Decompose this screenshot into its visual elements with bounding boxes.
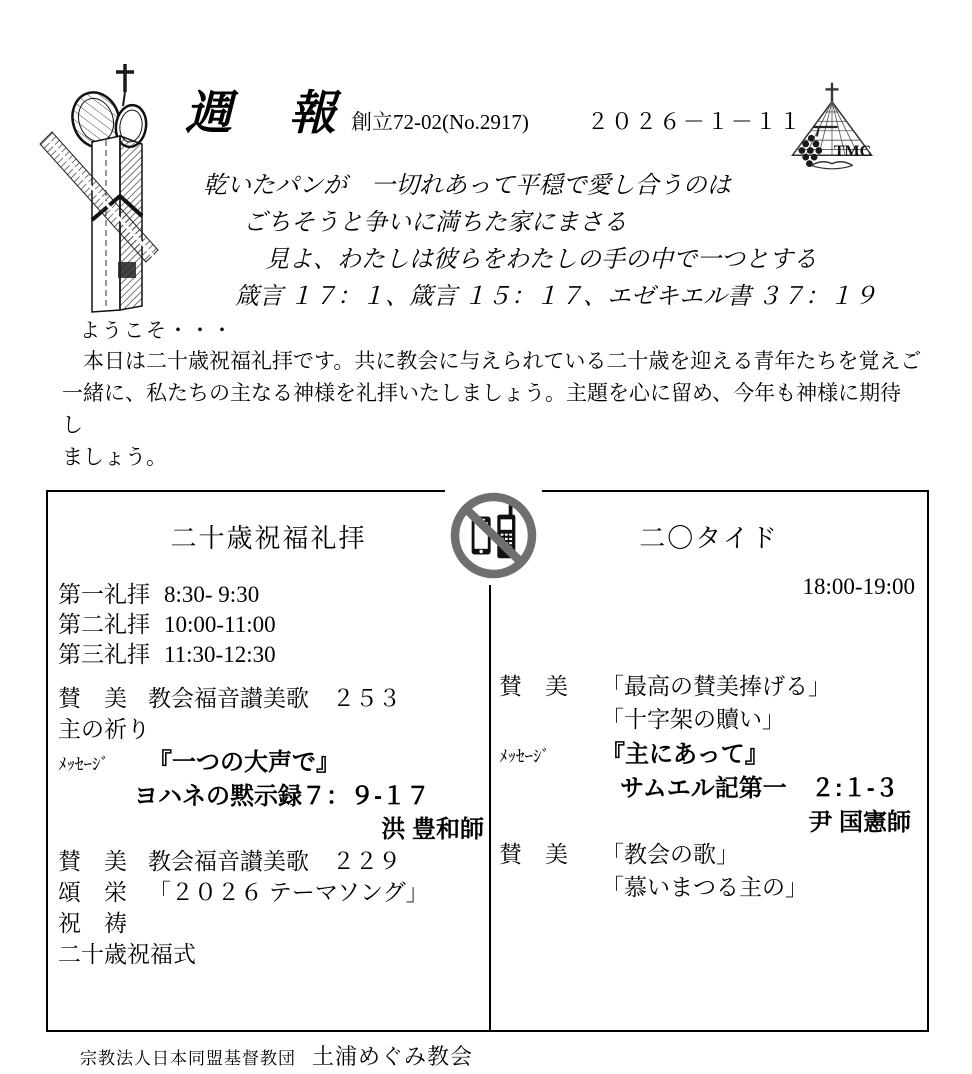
program-row bbox=[499, 836, 919, 869]
welcome-heading: ようこそ・・・ bbox=[80, 320, 234, 342]
service-time-row bbox=[58, 606, 276, 636]
tmc-church-logo-icon bbox=[785, 80, 879, 174]
welcome-paragraph bbox=[62, 346, 922, 474]
program-row bbox=[58, 680, 486, 711]
program-value: 「慕いまつる主の」 bbox=[601, 875, 808, 900]
program-value: 「最高の賛美捧げる」 bbox=[601, 674, 831, 699]
message-row bbox=[58, 742, 486, 776]
welcome-line: 本日は二十歳祝福礼拝です。共に教会に与えられている二十歳を迎える青年たちを覚えご bbox=[62, 350, 922, 373]
message-label: ﾒｯｾｰｼﾞ bbox=[499, 747, 550, 766]
scripture-line: 見よ、わたしは彼らをわたしの手の中で一つとする bbox=[265, 247, 817, 273]
program-row bbox=[58, 874, 486, 905]
program-label: 賛 美 bbox=[499, 674, 568, 699]
right-service-time: 18:00-19:00 bbox=[802, 574, 915, 599]
page-title: 週 報 bbox=[185, 88, 341, 140]
program-label: 賛 美 bbox=[58, 849, 127, 874]
welcome-line: ましょう。 bbox=[62, 446, 167, 469]
service-name: 第二礼拝 bbox=[58, 612, 150, 637]
service-time-row bbox=[58, 576, 276, 606]
service-time-row bbox=[58, 636, 276, 666]
program-value: 「教会の歌」 bbox=[601, 842, 739, 867]
program-label: 二十歳祝福式 bbox=[58, 942, 196, 967]
no-mobile-phones-icon bbox=[445, 486, 542, 585]
service-name: 第一礼拝 bbox=[58, 582, 150, 607]
service-time: 11:30-12:30 bbox=[164, 642, 276, 667]
message-label: ﾒｯｾｰｼﾞ bbox=[58, 755, 109, 774]
scripture-reference: 箴言 １７：１、箴言 １５：１７、エゼキエル書 ３７：１９ bbox=[235, 284, 877, 310]
scripture-line: 乾いたパンが 一切れあって平穏で愛し合うのは bbox=[203, 173, 731, 199]
service-time: 10:00-11:00 bbox=[164, 612, 276, 637]
program-value: 教会福音讃美歌 ２２９ bbox=[148, 849, 401, 874]
welcome-line: 一緒に、私たちの主なる神様を礼拝いたしましょう。主題を心に留め、今年も神様に期待し bbox=[62, 382, 902, 437]
program-row bbox=[499, 701, 919, 734]
program-value: 教会福音讃美歌 ２５３ bbox=[148, 686, 401, 711]
message-title: 『主にあって』 bbox=[601, 741, 769, 768]
program-row bbox=[58, 843, 486, 874]
program-row bbox=[499, 869, 919, 902]
left-service-title: 二十歳祝福礼拝 bbox=[170, 523, 367, 553]
program-label: 賛 美 bbox=[499, 842, 568, 867]
footer bbox=[80, 1040, 473, 1071]
scripture-quote bbox=[0, 168, 972, 316]
program-label: 頌 栄 bbox=[58, 880, 127, 905]
right-program bbox=[499, 668, 919, 902]
message-scripture: サムエル記第一 ２:１-３ bbox=[620, 775, 899, 802]
speaker-name: 洪 豊和師 bbox=[381, 816, 484, 843]
program-row bbox=[58, 905, 486, 936]
message-row bbox=[499, 734, 919, 768]
speaker-name: 尹 国憲師 bbox=[808, 809, 911, 836]
left-program bbox=[58, 680, 486, 967]
program-label: 賛 美 bbox=[58, 686, 127, 711]
program-label: 主の祈り bbox=[58, 717, 150, 742]
logo-text: TMC bbox=[833, 143, 872, 161]
issue-date: ２０２６－１－１１ bbox=[586, 109, 803, 134]
scripture-line: ごちそうと争いに満ちた家にまさる bbox=[243, 210, 627, 236]
program-row bbox=[58, 711, 486, 742]
message-scripture: ヨハネの黙示録７：９-１７ bbox=[134, 783, 430, 810]
program-value: 「十字架の贖い」 bbox=[601, 707, 785, 732]
service-name: 第三礼拝 bbox=[58, 642, 150, 667]
program-label: 祝 祷 bbox=[58, 911, 127, 936]
program-value: 「２０２６ テーマソング」 bbox=[148, 880, 429, 905]
right-service-title: 二〇タイド bbox=[639, 523, 779, 553]
service-times bbox=[58, 576, 276, 666]
church-name: 土浦めぐみ教会 bbox=[312, 1044, 474, 1069]
program-row bbox=[58, 936, 486, 967]
program-row bbox=[499, 668, 919, 701]
issue-number: 創立72-02(No.2917) bbox=[351, 110, 529, 134]
service-time: 8:30- 9:30 bbox=[164, 582, 260, 607]
masthead bbox=[185, 86, 803, 142]
organization-name: 宗教法人日本同盟基督教団 bbox=[80, 1049, 296, 1068]
message-title: 『一つの大声で』 bbox=[148, 749, 340, 776]
